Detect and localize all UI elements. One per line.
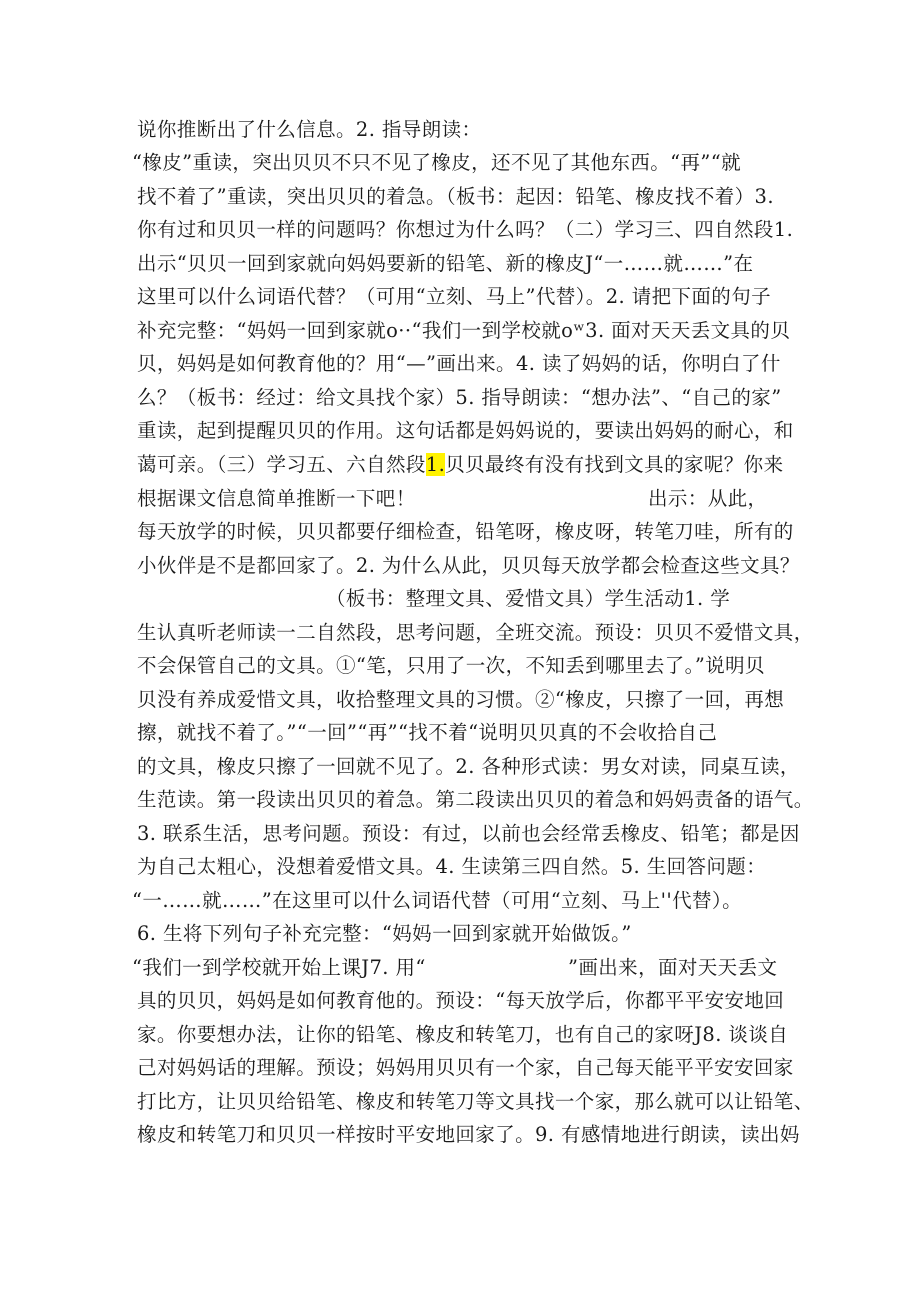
text-line: 你有过和贝贝一样的问题吗？你想过为什么吗？（二）学习三、四自然段1. — [137, 218, 794, 241]
text-line: 出示“贝贝一回到家就向妈妈要新的铅笔、新的橡皮J“一……就……”在 — [137, 252, 754, 275]
text-line: 3. 联系生活，思考问题。预设：有过，以前也会经常丢橡皮、铅笔；都是因 — [137, 822, 800, 845]
text-line: 6. 生将下列句子补充完整：“妈妈一回到家就开始做饭。” — [137, 922, 632, 945]
text-line: 具的贝贝，妈妈是如何教育他的。预设：“每天放学后，你都平平安安地回 — [137, 989, 785, 1012]
text-line: 么？（板书：经过：给文具找个家）5. 指导朗读：“想办法”、“自己的家” — [137, 386, 782, 409]
text-line-with-highlight — [137, 450, 783, 480]
text-line: 家。你要想办法，让你的铅笔、橡皮和转笔刀，也有自己的家呀J8. 谈谈自 — [137, 1023, 789, 1046]
text-line: ”画出来，面对天天丢文 — [568, 956, 778, 979]
text-line: 说你推断出了什么信息。2. 指导朗读： — [137, 118, 482, 141]
text-line: 的文具，橡皮只擦了一回就不见了。2. 各种形式读：男女对读，同桌互读， — [137, 755, 800, 778]
text-line: 打比方，让贝贝给铅笔、橡皮和转笔刀等文具找一个家，那么就可以让铅笔、 — [137, 1090, 814, 1113]
text-line: 小伙伴是不是都回家了。2. 为什么从此，贝贝每天放学都会检查这些文具？ — [137, 554, 800, 577]
text-line: 贝没有养成爱惜文具，收拾整理文具的习惯。②“橡皮，只擦了一回，再想 — [137, 688, 785, 711]
text-line: 擦，就找不着了。”“一回”“再”“找不着“说明贝贝真的不会收拾自己 — [137, 721, 718, 744]
text-line: 这里可以什么词语代替？（可用“立刻、马上”代替）。2. 请把下面的句子 — [137, 285, 771, 308]
text-line: “一……就……”在这里可以什么词语代替（可用“立刻、马上''代替）。 — [132, 889, 742, 912]
text-line: 贝，妈妈是如何教育他的？用“—”画出来。4. 读了妈妈的话，你明白了什 — [137, 352, 781, 375]
text-line: 为自己太粗心，没想着爱惜文具。4. 生读第三四自然。5. 生回答问题： — [137, 855, 767, 878]
text-line: 找不着了”重读，突出贝贝的着急。（板书：起因：铅笔、橡皮找不着）3. — [137, 185, 774, 208]
text-line: 每天放学的时候，贝贝都要仔细检查，铅笔呀，橡皮呀，转笔刀哇，所有的 — [137, 520, 794, 543]
text-line: 生范读。第一段读出贝贝的着急。第二段读出贝贝的着急和妈妈责备的语气。 — [137, 788, 814, 811]
text-segment: 蔼可亲。（三）学习五、六自然段 — [137, 453, 426, 476]
text-line: 根据课文信息简单推断一下吧！ — [137, 487, 416, 510]
text-line: 出示：从此， — [648, 487, 768, 510]
text-line: 橡皮和转笔刀和贝贝一样按时平安地回家了。9. 有感情地进行朗读，读出妈 — [137, 1123, 800, 1146]
highlighted-number: 1. — [425, 453, 446, 476]
text-line: 己对妈妈话的理解。预设；妈妈用贝贝有一个家，自己每天能平平安安回家 — [137, 1056, 794, 1079]
text-line: “橡皮”重读，突出贝贝不只不见了橡皮，还不见了其他东西。“再”“就 — [132, 151, 742, 174]
text-segment: 贝贝最终有没有找到文具的家呢？你来 — [445, 453, 784, 476]
text-line: 补充完整：“妈妈一回到家就o··“我们一到学校就oʷ3. 面对天天丢文具的贝 — [137, 319, 791, 342]
text-line: （板书：整理文具、爱惜文具）学生活动1. 学 — [326, 587, 731, 610]
text-line: 生认真听老师读一二自然段，思考问题，全班交流。预设：贝贝不爱惜文具， — [137, 621, 814, 644]
text-line: 不会保管自己的文具。①“笔，只用了一次，不知丢到哪里去了。”说明贝 — [137, 654, 765, 677]
text-line: 重读，起到提醒贝贝的作用。这句话都是妈妈说的，要读出妈妈的耐心，和 — [137, 419, 794, 442]
text-line: “我们一到学校就开始上课J7. 用“ — [132, 956, 426, 979]
